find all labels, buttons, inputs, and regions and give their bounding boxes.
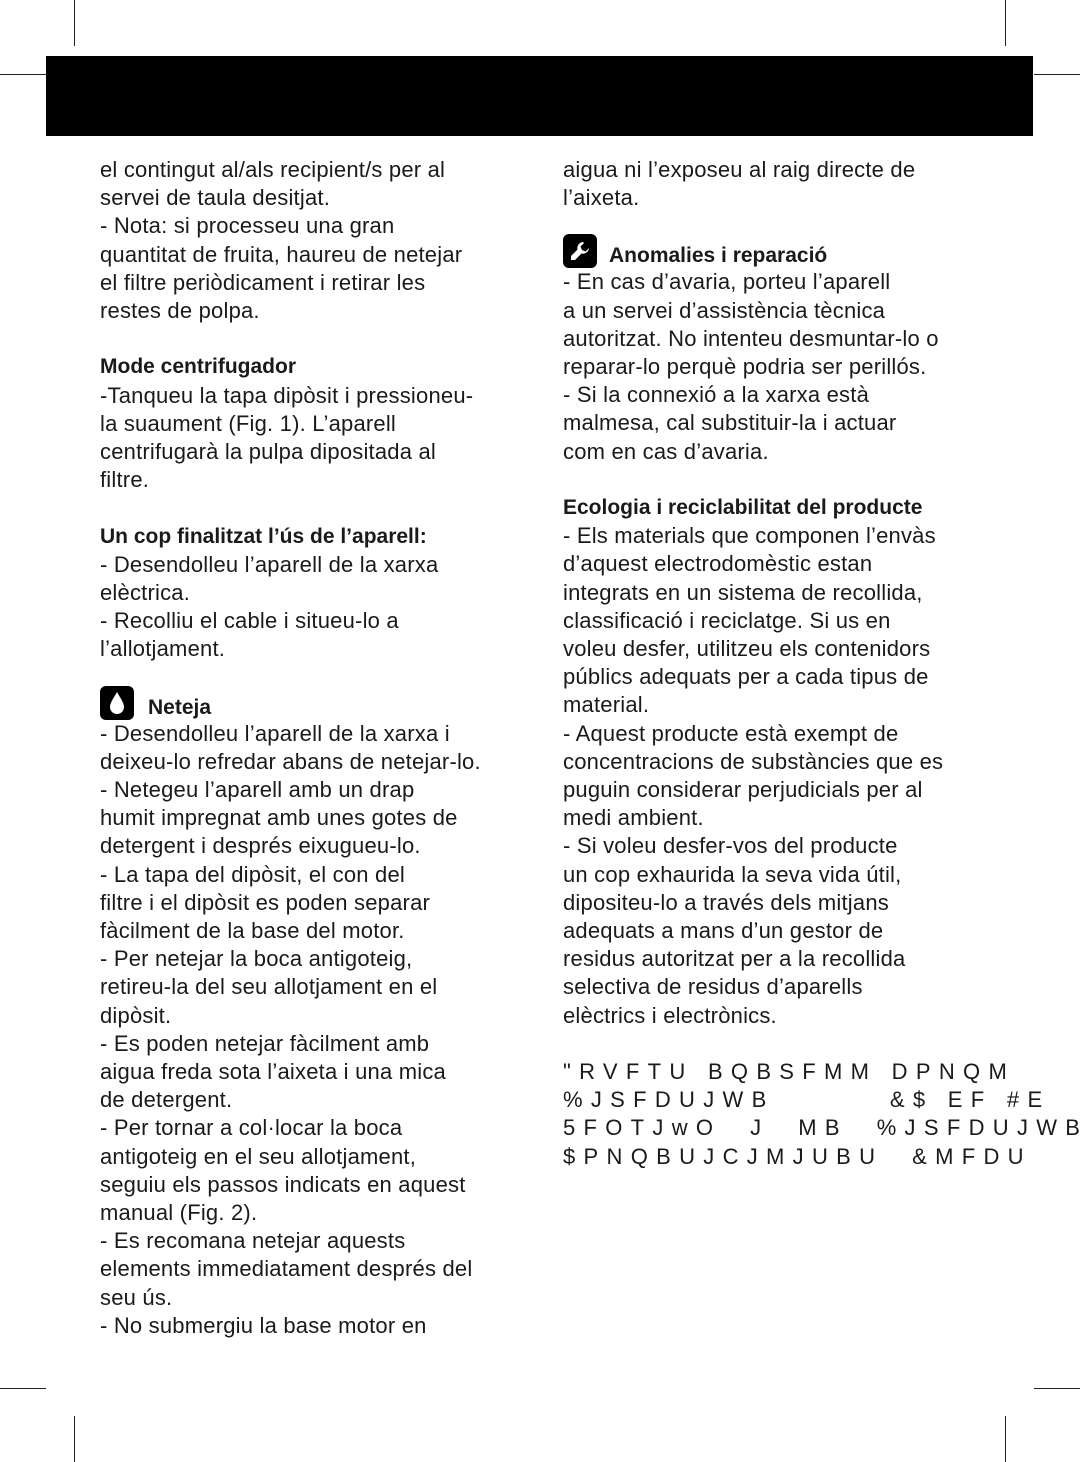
text-line: - Nota: si processeu una gran [100, 213, 395, 239]
text-line: concentracions de substàncies que es [563, 748, 944, 774]
crop-mark-bottom-left [74, 1416, 75, 1462]
text-line: el filtre periòdicament i retirar les [100, 269, 426, 295]
section-heading-cleaning [100, 686, 530, 720]
crop-mark-top-right [1005, 0, 1006, 46]
text-line: restes de polpa. [100, 298, 260, 324]
text-line: - Es recomana netejar aquests [100, 1228, 406, 1254]
section-heading-ecology: Ecologia i reciclabilitat del producte [563, 496, 923, 520]
text-line: com en cas d’avaria. [563, 438, 769, 464]
text-line: adequats a mans d’un gestor de [563, 918, 884, 944]
water-drop-icon [100, 686, 134, 720]
text-line: - En cas d’avaria, porteu l’aparell [563, 269, 891, 295]
crop-mark-top-left [74, 0, 75, 46]
text-line: voleu desfer, utilitzeu els contenidors [563, 636, 931, 662]
text-line: seguiu els passos indicats en aquest [100, 1171, 466, 1197]
text-line: - Per tornar a col·locar la boca [100, 1115, 403, 1141]
text-line: - Si la connexió a la xarxa està [563, 382, 869, 408]
text-line: - Recolliu el cable i situeu-lo a [100, 608, 399, 634]
garbled-text-line: %JSFDUJWB &$ EF #E [563, 1087, 1051, 1113]
text-line: servei de taula desitjat. [100, 185, 331, 211]
text-line: integrats en un sistema de recollida, [563, 579, 923, 605]
section-heading-repair [563, 234, 993, 268]
text-line: reparar-lo perquè podria ser perillós. [563, 354, 927, 380]
text-line: deixeu-lo refredar abans de netejar-lo. [100, 748, 481, 774]
text-line: - Aquest producte està exempt de [563, 720, 899, 746]
text-line: puguin considerar perjudicials per al [563, 777, 923, 803]
text-line: - Si voleu desfer-vos del producte [563, 833, 898, 859]
text-line: el contingut al/als recipient/s per al [100, 157, 446, 182]
section-heading-after-use: Un cop finalitzat l’ús de l’aparell: [100, 524, 427, 548]
garbled-text-line: 5FOTJwO J MB %JSFDUJWB [563, 1115, 1088, 1141]
text-line: humit impregnat amb unes gotes de [100, 805, 458, 831]
text-line: antigoteig en el seu allotjament, [100, 1143, 417, 1169]
text-line: elèctrica. [100, 580, 191, 606]
text-line: manual (Fig. 2). [100, 1200, 258, 1226]
crop-mark-bottom-right-h [1034, 1388, 1080, 1389]
text-line: residus autoritzat per a la recollida [563, 946, 906, 972]
text-line: retireu-la del seu allotjament en el [100, 974, 438, 1000]
text-line: dipòsit. [100, 1002, 172, 1028]
text-line: elements immediatament després del [100, 1256, 473, 1282]
left-column [100, 156, 530, 1340]
text-line: públics adequats per a cada tipus de [563, 664, 929, 690]
text-line: medi ambient. [563, 805, 704, 831]
text-line: aigua freda sota l’aixeta i una mica [100, 1059, 446, 1085]
crop-mark-bottom-left-h [0, 1388, 46, 1389]
text-line: d’aquest electrodomèstic estan [563, 551, 873, 577]
text-line: - Desendolleu l’aparell de la xarxa [100, 551, 439, 577]
text-line: classificació i reciclatge. Si us en [563, 607, 891, 633]
text-line: - Netegeu l’aparell amb un drap [100, 777, 415, 803]
text-line: -Tanqueu la tapa dipòsit i pressioneu- [100, 382, 474, 408]
text-line: elèctrics i electrònics. [563, 1002, 777, 1028]
text-line: - No submergiu la base motor en [100, 1312, 427, 1338]
text-line: - La tapa del dipòsit, el con del [100, 861, 406, 887]
garbled-text-line: $PNQBUJCJMJUBU &MFDU [563, 1143, 1032, 1169]
text-line: la suaument (Fig. 1). L’aparell [100, 410, 397, 436]
text-line: detergent i després eixugueu-lo. [100, 833, 421, 859]
text-line: quantitat de fruita, haureu de netejar [100, 241, 463, 267]
text-line: - Per netejar la boca antigoteig, [100, 946, 413, 972]
text-line: centrifugarà la pulpa dipositada al [100, 439, 437, 465]
text-line: filtre. [100, 467, 150, 493]
text-line: selectiva de residus d’aparells [563, 974, 863, 1000]
text-line: l’aixeta. [563, 185, 640, 211]
text-line: - Es poden netejar fàcilment amb [100, 1030, 430, 1056]
text-line: malmesa, cal substituir-la i actuar [563, 410, 897, 436]
text-line: de detergent. [100, 1087, 233, 1113]
header-bar [46, 56, 1033, 136]
text-line: fàcilment de la base del motor. [100, 918, 405, 944]
crop-mark-bottom-right [1005, 1416, 1006, 1462]
text-line: a un servei d’assistència tècnica [563, 297, 886, 323]
repair-heading-label: Anomalies i reparació [609, 244, 828, 268]
text-line: material. [563, 692, 650, 718]
garbled-text-line: "RVFTU BQBSFMM DPNQM [563, 1059, 1016, 1085]
text-line: seu ús. [100, 1284, 173, 1310]
crop-mark-top-left-h [0, 74, 46, 75]
text-line: dipositeu-lo a través dels mitjans [563, 889, 889, 915]
text-line: - Els materials que componen l’envàs [563, 523, 936, 549]
text-line: - Desendolleu l’aparell de la xarxa i [100, 720, 450, 746]
text-line: autoritzat. No intenteu desmuntar-lo o [563, 325, 939, 351]
text-line: l’allotjament. [100, 636, 226, 662]
crop-mark-top-right-h [1034, 74, 1080, 75]
text-line: filtre i el dipòsit es poden separar [100, 889, 431, 915]
right-column [563, 156, 1088, 1171]
section-heading-centrifuge: Mode centrifugador [100, 355, 297, 379]
cleaning-heading-label: Neteja [148, 695, 212, 719]
text-line: aigua ni l’exposeu al raig directe de [563, 157, 916, 182]
text-line: un cop exhaurida la seva vida útil, [563, 861, 902, 887]
wrench-icon [563, 234, 597, 268]
